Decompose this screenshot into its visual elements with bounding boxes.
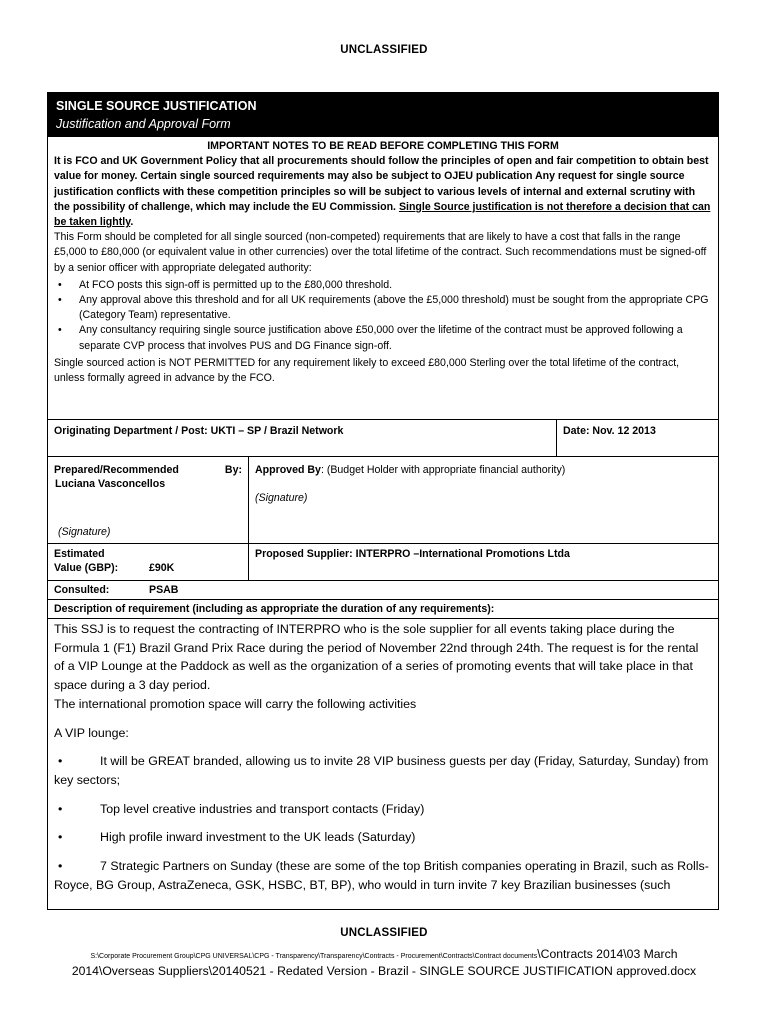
prepared-approved-row	[48, 457, 718, 544]
description-paragraph-2: The international promotion space will carry the following activities	[54, 696, 417, 711]
prepared-by-label: By:	[224, 464, 242, 476]
vip-bullet-text: It will be GREAT branded, allowing us to invite 28 VIP business guests per day (Friday, Saturday, Sunday) from key sectors;	[54, 754, 709, 787]
bullet-icon: •	[58, 294, 62, 307]
bullet-icon: •	[58, 324, 62, 337]
description-paragraph: This SSJ is to request the contracting of INTERPRO who is the sole supplier for all events taking place during the Formula 1 (F1) Brazil Grand Prix Race during the period of November 22nd through 24th. The request is for the rental of a VIP Lounge at the Paddock as well as the organization of a series of promoting events that will take place in that space during a 3 day period.	[54, 622, 699, 693]
consulted-row	[48, 581, 718, 600]
approved-label: Approved By	[255, 464, 321, 476]
bullet-icon: •	[58, 754, 63, 769]
description-body	[48, 619, 718, 895]
form-title: SINGLE SOURCE JUSTIFICATION	[56, 99, 257, 113]
vip-bullet-text: 7 Strategic Partners on Sunday (these are some of the top British companies operating in Brazil, such as Rolls-Royce, BG Group, AstraZeneca, GSK, HSBC, BT, BP), who would in turn invite 7 key Brazilian businesses (such	[54, 859, 709, 892]
policy-underlined-text: Single Source justification is not therefore a decision that can be taken lightly	[54, 200, 711, 229]
consulted-cell	[48, 581, 718, 599]
not-permitted-paragraph: Single sourced action is NOT PERMITTED for any requirement likely to exceed £80,000 Sterling over the total lifetime of the contract, unless formally agreed in advance by the FCO.	[54, 356, 680, 385]
bullet-text: Any consultancy requiring single source justification above £50,000 over the lifetime of the contract must be approved following a separate CVP process that involves PUS and DG Finance sign-off.	[79, 324, 683, 352]
estimated-label: Estimated	[54, 548, 105, 560]
date-field: Date: Nov. 12 2013	[556, 420, 718, 456]
approved-detail: : (Budget Holder with appropriate financial authority)	[320, 464, 566, 476]
preparer-name: Luciana Vasconcellos	[55, 478, 166, 490]
consulted-label: Consulted:	[54, 584, 110, 596]
vip-bullet-text: Top level creative industries and transport contacts (Friday)	[100, 801, 425, 816]
document-path-line-1	[0, 947, 768, 961]
prepared-cell	[48, 457, 248, 543]
prepared-label-line	[54, 463, 242, 477]
classification-header: UNCLASSIFIED	[340, 44, 428, 56]
classification-footer: UNCLASSIFIED	[340, 927, 428, 939]
policy-paragraph	[54, 154, 712, 230]
description-label-row	[48, 600, 718, 619]
document-path-line-2: 2014\Overseas Suppliers\20140521 - Redated Version - Brazil - SINGLE SOURCE JUSTIFICATION approved.docx	[71, 964, 697, 978]
document-path-large: \Contracts 2014\03 March	[537, 947, 678, 961]
single-source-justification-form	[47, 92, 719, 910]
preparer-signature: (Signature)	[58, 526, 111, 538]
estimate-supplier-row	[48, 544, 718, 581]
bullet-icon: •	[58, 859, 63, 874]
important-notes	[48, 137, 718, 420]
bullet-text: At FCO posts this sign-off is permitted up to the £80,000 threshold.	[79, 278, 393, 291]
estimated-value: £90K	[149, 562, 175, 574]
prepared-label: Prepared/Recommended	[54, 464, 179, 476]
vip-bullet-text: High profile inward investment to the UK leads (Saturday)	[100, 830, 416, 845]
notes-title: IMPORTANT NOTES TO BE READ BEFORE COMPLETING THIS FORM	[207, 140, 559, 152]
bullet-icon: •	[58, 801, 63, 816]
bullet-text: Any approval above this threshold and for all UK requirements (above the £5,000 threshold) must be sought from the appropriate CPG (Category Team) representative.	[79, 294, 709, 322]
list-item	[54, 323, 712, 353]
estimated-label-2: Value (GBP):	[54, 562, 119, 574]
policy-text: It is FCO and UK Government Policy that all procurements should follow the principles of open and fair competition to obtain best value for money. Certain single sourced requirements may also be subject to OJEU publication Any request for single source justification conflicts with these competition principles so will be subject to various levels of internal and external scrutiny with the possibility of challenge, which may include the EU Commission.	[54, 155, 709, 213]
description-label: Description of requirement (including as appropriate the duration of any requirements):	[54, 603, 495, 615]
list-item	[54, 752, 712, 789]
list-item	[54, 828, 712, 847]
approved-line	[255, 463, 712, 477]
approver-signature: (Signature)	[255, 492, 308, 504]
consulted-value: PSAB	[149, 584, 179, 596]
form-subtitle: Justification and Approval Form	[56, 117, 231, 131]
signoff-bullet-list	[54, 278, 712, 354]
list-item	[54, 278, 712, 293]
policy-end: .	[130, 216, 134, 229]
bullet-icon: •	[58, 278, 62, 291]
list-item	[54, 857, 712, 894]
vip-heading: A VIP lounge:	[54, 725, 129, 740]
originating-department: Originating Department / Post: UKTI – SP / Brazil Network	[54, 425, 344, 437]
form-usage-paragraph: This Form should be completed for all single sourced (non-competed) requirements that are likely to have a cost that falls in the range £5,000 to £80,000 (or equivalent value in other currencies) over the total lifetime of the contract. Such recommendations must be signed-off by a senior officer with appropriate delegated authority:	[54, 231, 707, 274]
estimated-label-block	[54, 547, 149, 577]
list-item	[54, 800, 712, 819]
estimated-value-cell	[48, 544, 248, 580]
originating-row	[48, 420, 718, 457]
list-item	[54, 293, 712, 323]
approved-cell	[248, 457, 718, 543]
form-header	[48, 93, 718, 137]
document-path-small: S:\Corporate Procurement Group\CPG UNIVERSAL\CPG - Transparency\Transparency\Contracts - Procurement\Contracts\Contract documents	[90, 953, 538, 960]
bullet-icon: •	[58, 830, 63, 845]
proposed-supplier: Proposed Supplier: INTERPRO –International Promotions Ltda	[248, 544, 718, 580]
